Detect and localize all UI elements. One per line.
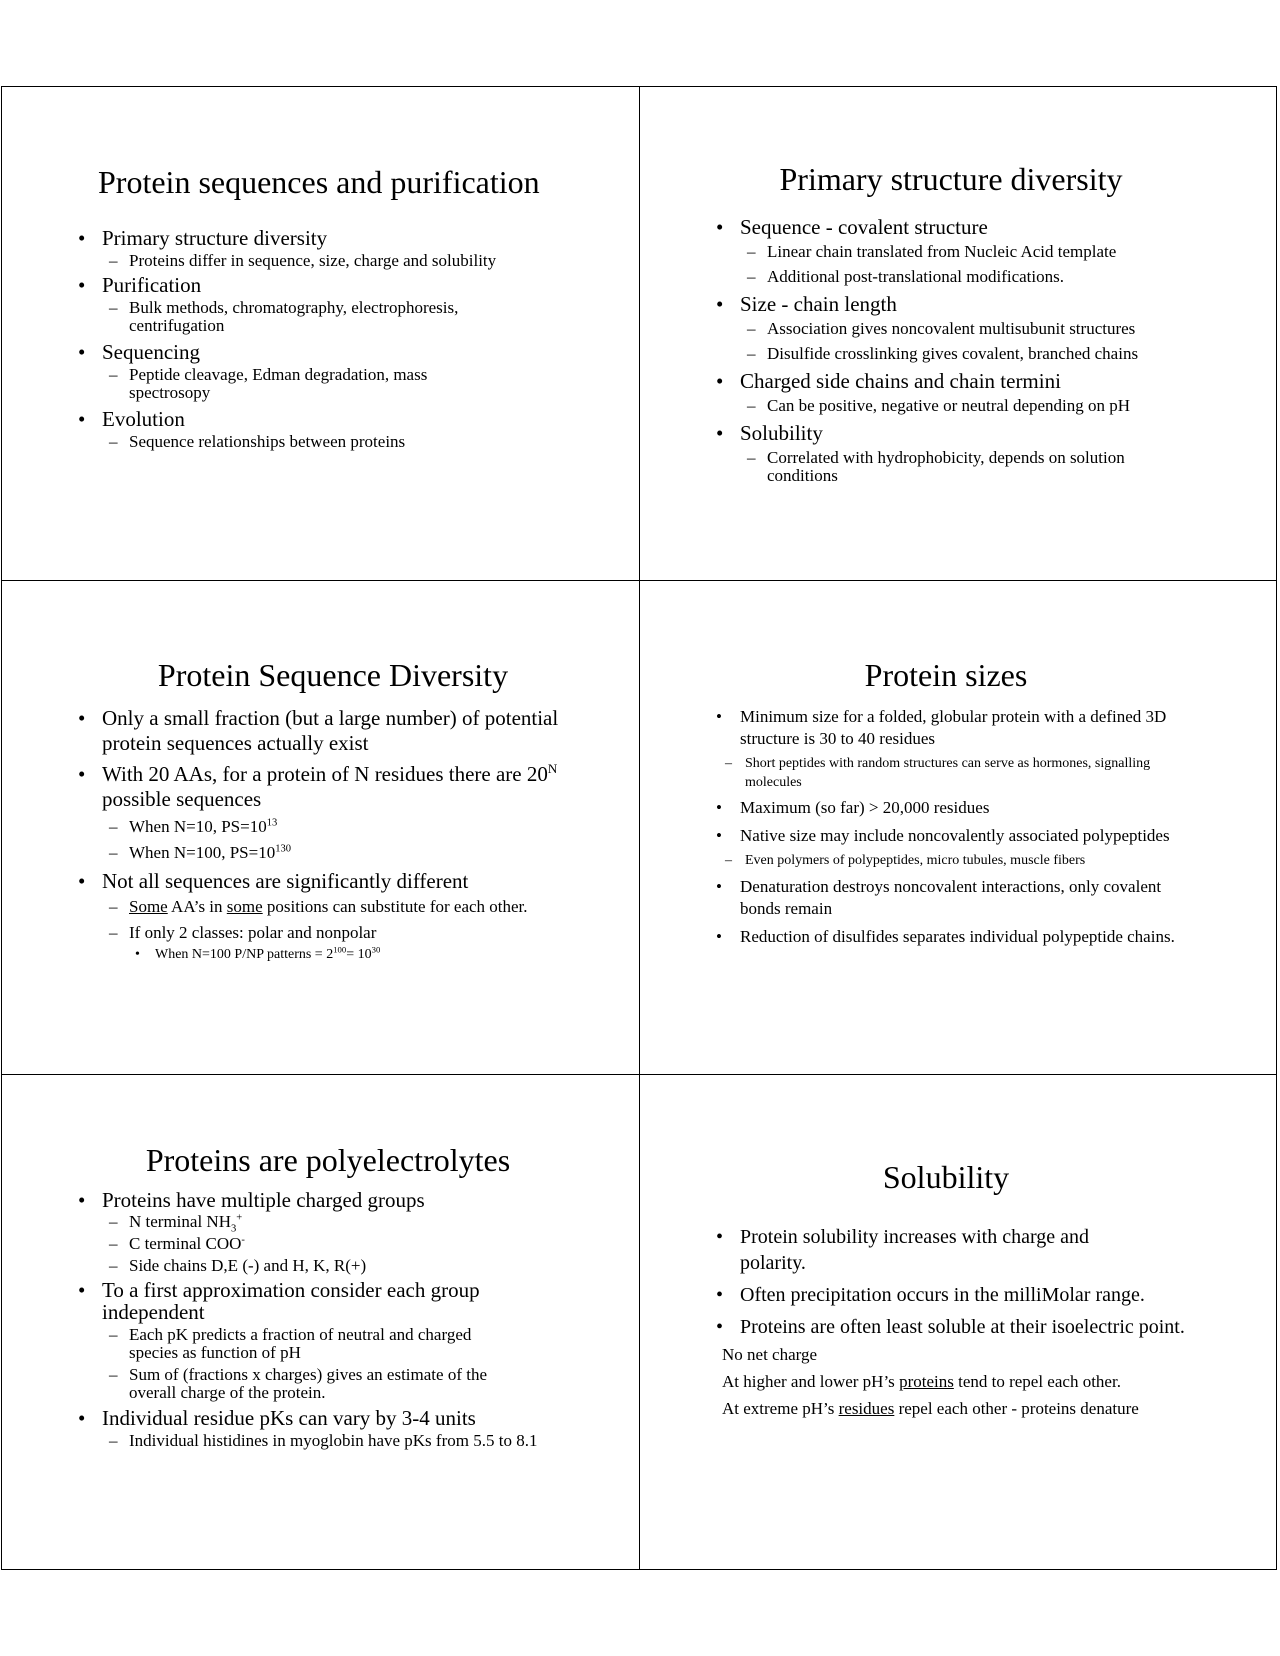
underlined-word: residues [838,1399,895,1418]
sub-point-text: tend to repel each other. [953,1372,1121,1391]
bullet-item: • Often precipitation occurs in the milliMolar range. [716,1282,1216,1308]
subscript: 3 [230,1223,237,1235]
bullet-item: • Charged side chains and chain termini [716,370,1246,392]
bullet-list [716,216,1246,485]
sub-bullet-item: – Bulk methods, chromatography, electrophoresis, centrifugation [105,299,509,335]
underlined-word: some [226,897,263,916]
bullet-item: • Proteins have multiple charged groups [78,1189,598,1211]
sub-sub-bullet-item [135,944,598,963]
slide-1 [78,163,598,451]
slide-title: Protein sequences and purification [98,164,540,200]
sub-bullet-item: – Sequence relationships between proteins [105,433,598,451]
bullet-list [78,706,598,963]
underlined-word: Some [129,897,168,916]
sub-bullet-item [105,818,598,836]
sub-point [722,1398,1140,1419]
slide-3 [78,656,598,963]
bullet-item: • Not all sequences are significantly different [78,870,598,892]
sub-point-text: At extreme pH’s [722,1399,839,1418]
underlined-word: proteins [899,1372,954,1391]
slide-title: Primary structure diversity [779,161,1123,197]
slide-4 [716,656,1216,948]
sub-point [722,1371,1140,1392]
sub-bullet-text: N terminal NH [129,1212,231,1231]
sub-bullet-item: – Short peptides with random structures can serve as hormones, signalling molecules [721,754,1165,792]
sub-bullet-item [105,898,539,916]
slide-6 [716,1158,1216,1419]
bullet-item: • Sequencing [78,341,598,363]
row-divider-2 [2,1074,1276,1075]
slide-title: Protein Sequence Diversity [157,657,509,693]
sub-bullet-item: – Disulfide crosslinking gives covalent, branched chains [743,345,1246,363]
slide-title: Proteins are polyelectrolytes [145,1142,511,1178]
sub-bullet-item: – Association gives noncovalent multisubunit structures [743,320,1246,338]
sub-bullet-item: – Side chains D,E (-) and H, K, R(+) [105,1257,598,1275]
superscript: - [241,1234,245,1246]
superscript: + [236,1212,243,1224]
sub-bullet-item: – If only 2 classes: polar and nonpolar [105,924,598,942]
bullet-item: • To a first approximation consider each group independent [78,1279,532,1323]
sub-bullet-item [105,1235,598,1253]
bullet-item: • Sequence - covalent structure [716,216,1246,238]
sub-bullet-item: – Peptide cleavage, Edman degradation, mass spectrosopy [105,366,489,402]
sub-bullet-text: When N=100, PS=10 [129,843,276,862]
superscript: 100 [333,944,347,955]
bullet-list [716,1224,1216,1340]
sub-point-text: At higher and lower pH’s [722,1372,900,1391]
sub-point-text: repel each other - proteins denature [894,1399,1139,1418]
slide-5 [78,1141,598,1450]
bullet-item: • Only a small fraction (but a large number) of potential protein sequences actually exist [78,706,598,756]
bullet-text: possible sequences [102,787,262,811]
bullet-list [78,1189,598,1450]
bullet-item: • Reduction of disulfides separates individual polypeptide chains. [716,926,1216,948]
sub-bullet-item [105,1212,598,1235]
sub-bullet-item: – Proteins differ in sequence, size, charge and solubility [105,252,598,270]
bullet-item: • Proteins are often least soluble at their isoelectric point. [716,1314,1210,1340]
sub-bullet-item: – Correlated with hydrophobicity, depends on solution conditions [743,449,1187,485]
sub-bullet-item: – Can be positive, negative or neutral depending on pH [743,397,1246,415]
slide-title: Solubility [882,1159,1010,1195]
bullet-list [716,706,1216,948]
bullet-item [78,762,598,812]
sub-bullet-text: When N=10, PS=10 [129,817,267,836]
bullet-item: • Size - chain length [716,293,1246,315]
bullet-item: • Purification [78,274,598,296]
sub-bullet-item: – Individual histidines in myoglobin have pKs from 5.5 to 8.1 [105,1432,549,1450]
sub-sub-bullet-text: = 10 [346,947,372,962]
sub-bullet-item: – Sum of (fractions x charges) gives an estimate of the overall charge of the protein. [105,1366,529,1402]
superscript: 130 [275,843,291,855]
slide-title: Protein sizes [864,657,1028,693]
superscript: 30 [371,944,381,955]
sub-point: No net charge [722,1345,818,1364]
sub-bullet-text: C terminal COO [129,1234,242,1253]
superscript: N [547,761,558,776]
column-divider [639,87,640,1569]
slide-2 [716,160,1246,485]
sub-bullet-item: – Additional post-translational modifications. [743,268,1246,286]
sub-point-list [716,1344,1216,1419]
sub-bullet-item [105,844,598,862]
bullet-text: With 20 AAs, for a protein of N residues there are 20 [102,762,548,786]
bullet-item: • Native size may include noncovalently associated polypeptides [716,825,1216,847]
sub-sub-bullet-text: When N=100 P/NP patterns = 2 [155,947,334,962]
sub-bullet-text: positions can substitute for each other. [262,897,528,916]
bullet-item: • Minimum size for a folded, globular protein with a defined 3D structure is 30 to 40 residues [716,706,1216,750]
bullet-item: • Denaturation destroys noncovalent interactions, only covalent bonds remain [716,876,1170,920]
bullet-item: • Solubility [716,422,1246,444]
bullet-item: • Individual residue pKs can vary by 3-4 units [78,1407,598,1429]
bullet-item: • Protein solubility increases with charge and polarity. [716,1224,1150,1276]
sub-bullet-item: – Each pK predicts a fraction of neutral and charged species as function of pH [105,1326,524,1362]
bullet-list [78,227,598,451]
row-divider-1 [2,580,1276,581]
bullet-item: • Maximum (so far) > 20,000 residues [716,797,1216,819]
sub-bullet-item: – Linear chain translated from Nucleic Acid template [743,243,1246,261]
sub-bullet-text: AA’s in [167,897,227,916]
sub-bullet-item: – Even polymers of polypeptides, micro tubules, muscle fibers [721,851,1216,870]
bullet-item: • Primary structure diversity [78,227,598,249]
superscript: 13 [266,817,278,829]
bullet-item: • Evolution [78,408,598,430]
